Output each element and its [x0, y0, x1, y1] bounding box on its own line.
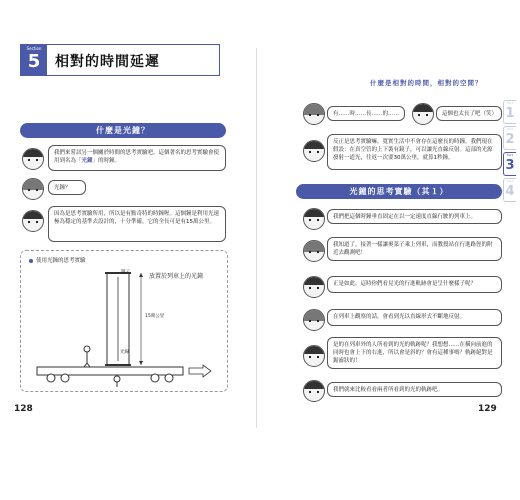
- part-tab-4[interactable]: [503, 178, 516, 202]
- section-bar-experiment-1: 光鐘的思考實驗（其１）: [296, 184, 502, 199]
- dialogue-text: 光鐘？: [54, 185, 71, 191]
- dialogue-text: 」的時鐘。: [92, 158, 121, 164]
- dialogue-bubble: [48, 206, 226, 242]
- dialogue-bubble: [327, 276, 502, 293]
- chapter-number-badge: [21, 45, 47, 75]
- tab-label: Part: [507, 101, 513, 105]
- section-bar-light-clock: 什麼是光鐘？: [20, 123, 226, 138]
- dialogue-text: 在列車上觀察的話，會看到光以直線形式不斷地反射。: [333, 314, 466, 320]
- teacher-avatar-icon: [22, 148, 44, 170]
- dialogue-bubble: [436, 106, 502, 121]
- dialogue-text: 我們就來比較看看兩者所看到的光的軌跡吧。: [333, 387, 444, 393]
- student-avatar-icon: [22, 178, 44, 200]
- page-number-left: 128: [14, 404, 33, 414]
- dialogue-bubble: [327, 309, 502, 326]
- tab-number: 4: [505, 184, 515, 199]
- label-train-clock: 放置於列車上的光鐘: [149, 273, 204, 280]
- highlight-term: 光鐘: [81, 158, 93, 164]
- part-tab-1[interactable]: [503, 100, 516, 124]
- dialogue-text: 我們把這個時鐘垂直固定在以一定速度直線行駛的列車上。: [333, 214, 477, 220]
- dialogue-bubble: [48, 180, 86, 195]
- dialogue-text: 反正是思考實驗嘛，寬實生活中不會存在這麼長的時鐘。我們現在假設：在真空管的上下裝有鏡子，可以讓光直線反射。這部的光源發射一道光，往返一次要30萬公里，就算1秒鐘。: [333, 139, 493, 161]
- teacher-avatar-icon: [22, 210, 44, 232]
- dialogue-text: 是的在列車外的人所看到的光的軌跡呢？我想想……在橫向前進的同時也會上下的右進，所以會是斜的？會有這種事嗎？軌跡絕對是鋸齒狀的！: [333, 342, 493, 364]
- label-length: 15萬公里: [145, 314, 165, 319]
- tab-number: 1: [505, 106, 515, 121]
- chapter-number: 5: [27, 51, 41, 72]
- part-tab-2[interactable]: [503, 126, 516, 150]
- light-clock-figure: [20, 250, 228, 392]
- dialogue-bubble: [327, 209, 502, 224]
- student-avatar-icon: [303, 240, 325, 262]
- page-number-right: 129: [478, 404, 497, 414]
- dialogue-text: 這個也太長了吧（笑）: [442, 111, 498, 117]
- dialogue-bubble: [327, 337, 502, 369]
- label-light: 光線: [120, 350, 129, 355]
- tab-number: 3: [505, 158, 515, 173]
- dialogue-bubble: [327, 382, 502, 397]
- figure-caption: 使用光鐘的思考實驗: [29, 256, 86, 264]
- teacher-avatar-icon: [303, 345, 325, 367]
- teacher-avatar-icon: [303, 140, 325, 162]
- dialogue-text: 正是如此。這時你們看見光的行進軌跡會是呈什麼樣子呢？: [333, 281, 477, 287]
- student-avatar-icon: [303, 309, 325, 331]
- label-mirror: 鏡子: [121, 270, 130, 275]
- teacher-avatar-icon: [303, 208, 325, 230]
- teacher-avatar-icon: [412, 103, 434, 125]
- dialogue-bubble: [48, 145, 226, 171]
- tab-label: Part: [507, 153, 513, 157]
- tab-label: Part: [507, 179, 513, 183]
- running-head: 什麼是相對的時間，相對的空間？: [370, 79, 483, 87]
- chapter-title: 相對的時間延遲: [55, 54, 160, 70]
- dialogue-text: 我知道了。接著一樣讓奧菜子乘上列車，而教授站在行進路徑的附近去觀測吧！: [333, 242, 493, 256]
- dialogue-text: 因為是思考實驗所用，所以是有點奇特的時鐘喔。這個鐘是利用光速極為穩定的基準去設計的，十分準確。它的全長可是有15萬公里。: [54, 211, 220, 225]
- dialogue-text: 我們來嘗試另一個關於時間的思考實驗吧。這個著名的思考實驗會使用到名為「: [54, 150, 220, 164]
- direction-arrow-icon: [189, 365, 211, 377]
- student-avatar-icon: [303, 103, 325, 125]
- chapter-heading: [20, 44, 220, 76]
- dialogue-bubble: [327, 106, 405, 121]
- teacher-avatar-icon: [303, 276, 325, 298]
- part-tab-3[interactable]: [503, 152, 516, 176]
- dialogue-text: 有……時……長……的……: [333, 111, 400, 117]
- train-car: [37, 367, 183, 375]
- teacher-avatar-icon: [303, 380, 325, 402]
- tab-label: Part: [507, 127, 513, 131]
- dialogue-bubble: [327, 237, 502, 261]
- tab-number: 2: [505, 132, 515, 147]
- dialogue-bubble: [327, 134, 502, 170]
- section-label: Section: [26, 46, 42, 51]
